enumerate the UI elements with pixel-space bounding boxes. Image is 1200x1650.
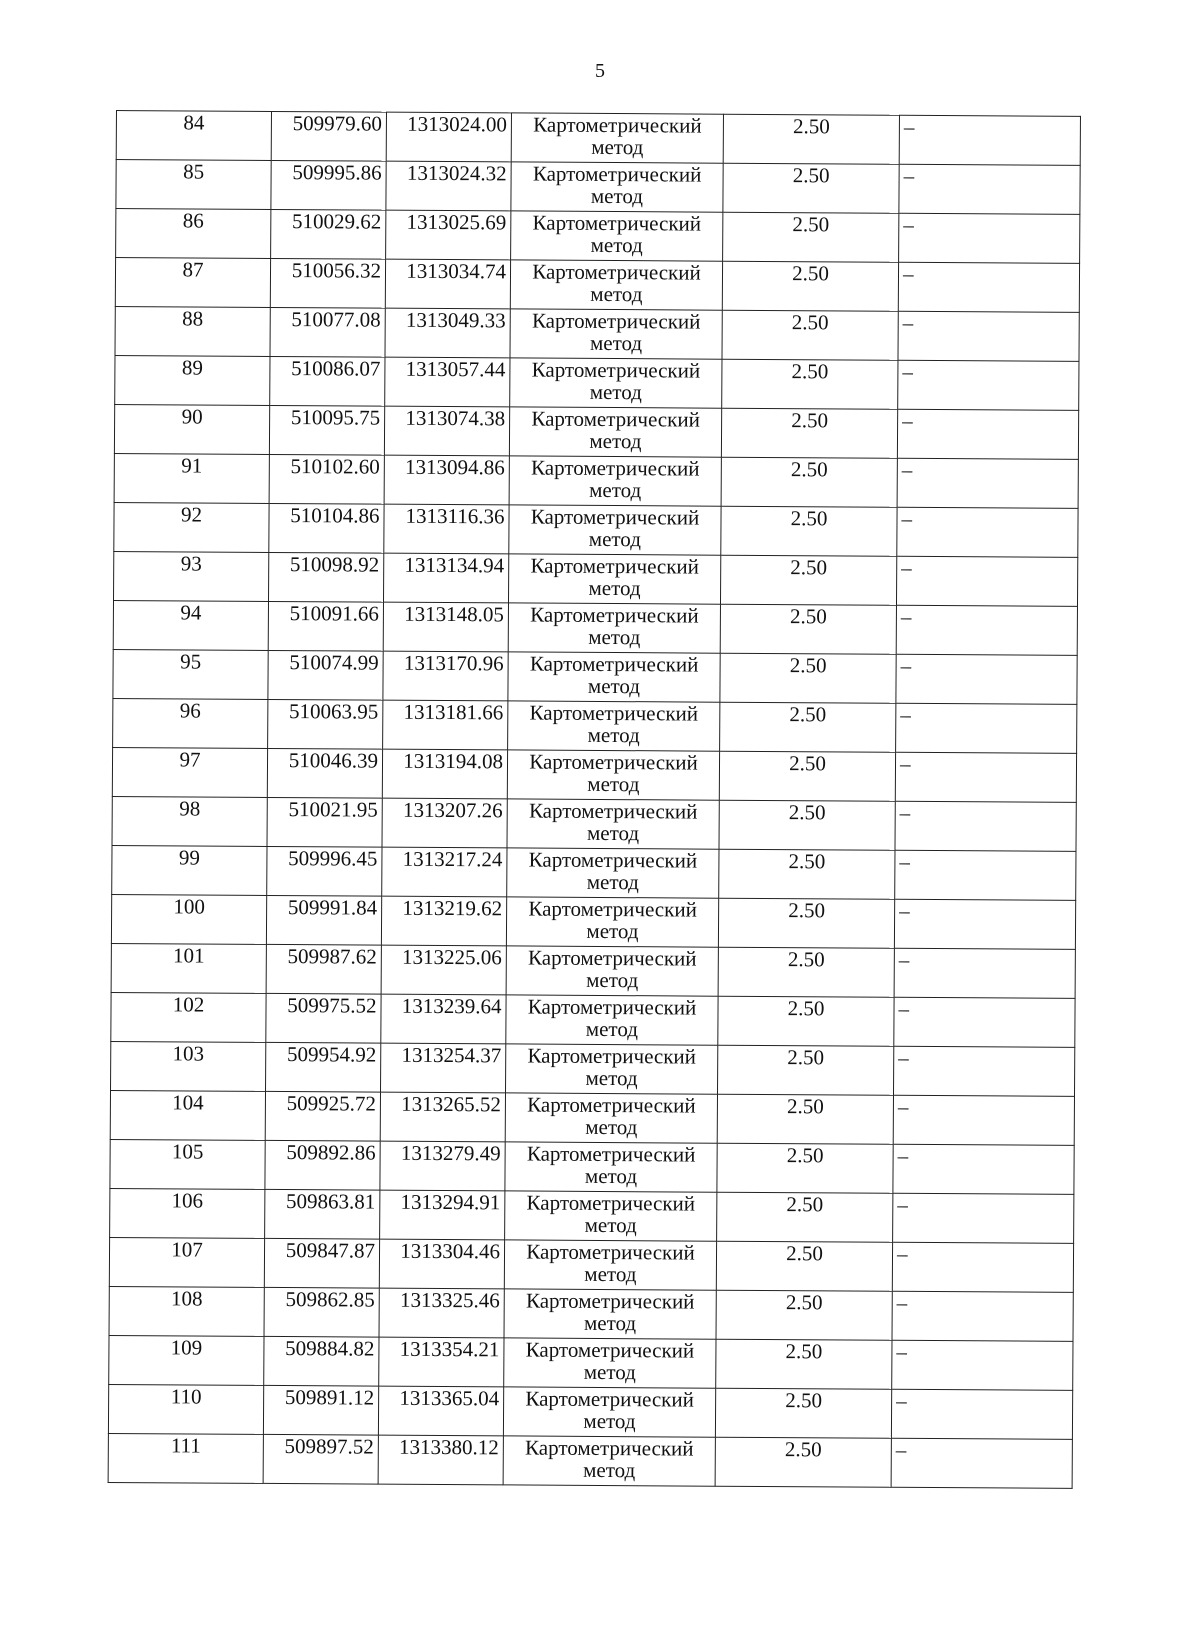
method-cell bbox=[506, 1044, 718, 1094]
method-cell bbox=[509, 456, 721, 506]
method-line-1: Картометрический bbox=[527, 1043, 697, 1069]
method-cell bbox=[507, 848, 719, 898]
method-line-2: метод bbox=[589, 379, 642, 405]
y-coordinate-cell: 1313170.96 bbox=[383, 651, 508, 701]
y-coordinate-cell: 1313294.91 bbox=[380, 1190, 505, 1240]
accuracy-cell: 2.50 bbox=[716, 1290, 892, 1340]
x-coordinate-cell: 510098.92 bbox=[269, 552, 384, 602]
y-coordinate-cell: 1313116.36 bbox=[384, 504, 509, 554]
x-coordinate-cell: 509884.82 bbox=[264, 1336, 379, 1386]
accuracy-cell: 2.50 bbox=[716, 1241, 892, 1291]
accuracy-cell: 2.50 bbox=[721, 408, 897, 458]
note-cell: – bbox=[891, 1389, 1072, 1439]
y-coordinate-cell: 1313365.04 bbox=[378, 1386, 503, 1436]
method-line-2: метод bbox=[583, 1310, 637, 1336]
note-cell: – bbox=[893, 1046, 1074, 1096]
point-number-cell: 88 bbox=[115, 306, 270, 356]
x-coordinate-cell: 509991.84 bbox=[266, 895, 381, 945]
note-cell: – bbox=[897, 409, 1078, 459]
method-line-1: Картометрический bbox=[530, 504, 700, 530]
method-cell bbox=[506, 995, 718, 1045]
method-cell bbox=[511, 162, 723, 212]
point-number-cell: 86 bbox=[116, 209, 271, 259]
method-line-1: Картометрический bbox=[527, 1092, 696, 1118]
method-line-2: метод bbox=[587, 673, 641, 699]
point-number-cell: 92 bbox=[114, 502, 269, 552]
accuracy-cell: 2.50 bbox=[720, 555, 896, 605]
method-line-2: метод bbox=[583, 1457, 636, 1483]
table-row bbox=[108, 1433, 1072, 1488]
x-coordinate-cell: 510029.62 bbox=[271, 209, 386, 259]
point-number-cell: 85 bbox=[116, 160, 271, 210]
x-coordinate-cell: 510102.60 bbox=[269, 454, 384, 504]
table-row bbox=[109, 1286, 1073, 1341]
point-number-cell: 87 bbox=[115, 258, 270, 308]
point-number-cell: 104 bbox=[110, 1090, 265, 1140]
method-line-2: метод bbox=[584, 1212, 637, 1238]
method-line-2: метод bbox=[584, 1261, 637, 1287]
accuracy-cell: 2.50 bbox=[723, 114, 899, 164]
table-row bbox=[113, 698, 1077, 753]
method-line-1: Картометрический bbox=[528, 945, 697, 971]
x-coordinate-cell: 510046.39 bbox=[267, 748, 382, 798]
y-coordinate-cell: 1313225.06 bbox=[381, 945, 506, 995]
y-coordinate-cell: 1313148.05 bbox=[383, 602, 508, 652]
note-cell: – bbox=[898, 262, 1079, 312]
table-row bbox=[116, 160, 1080, 215]
accuracy-cell: 2.50 bbox=[716, 1339, 892, 1389]
note-cell: – bbox=[898, 311, 1079, 361]
point-number-cell: 109 bbox=[109, 1335, 264, 1385]
x-coordinate-cell: 510074.99 bbox=[268, 650, 383, 700]
accuracy-cell: 2.50 bbox=[719, 800, 895, 850]
note-cell: – bbox=[898, 360, 1079, 410]
method-cell bbox=[508, 554, 720, 604]
point-number-cell: 93 bbox=[114, 551, 269, 601]
method-line-2: метод bbox=[586, 918, 639, 944]
table-row bbox=[113, 600, 1077, 655]
accuracy-cell: 2.50 bbox=[719, 751, 895, 801]
method-cell bbox=[504, 1338, 716, 1388]
point-number-cell: 84 bbox=[116, 111, 271, 161]
method-line-2: метод bbox=[583, 1359, 636, 1385]
note-cell: – bbox=[892, 1242, 1073, 1292]
y-coordinate-cell: 1313049.33 bbox=[385, 308, 510, 358]
method-line-1: Картометрический bbox=[531, 455, 700, 481]
method-line-2: метод bbox=[589, 330, 643, 356]
method-cell bbox=[505, 1191, 717, 1241]
method-line-2: метод bbox=[589, 428, 642, 454]
method-line-2: метод bbox=[590, 281, 643, 307]
method-line-1: Картометрический bbox=[532, 259, 701, 285]
x-coordinate-cell: 509987.62 bbox=[266, 944, 381, 994]
x-coordinate-cell: 510021.95 bbox=[267, 797, 382, 847]
note-cell: – bbox=[895, 752, 1076, 802]
method-line-1: Картометрический bbox=[528, 896, 697, 922]
method-line-2: метод bbox=[588, 526, 642, 552]
note-cell: – bbox=[893, 1095, 1074, 1145]
method-line-1: Картометрический bbox=[532, 210, 702, 236]
method-line-1: Картометрический bbox=[531, 357, 701, 383]
method-line-1: Картометрический bbox=[526, 1190, 696, 1216]
method-line-2: метод bbox=[587, 722, 640, 748]
method-cell bbox=[509, 407, 721, 457]
method-cell bbox=[506, 946, 718, 996]
table-row bbox=[116, 209, 1080, 264]
note-cell: – bbox=[894, 899, 1075, 949]
table-row bbox=[110, 1090, 1074, 1145]
point-number-cell: 110 bbox=[108, 1384, 263, 1434]
x-coordinate-cell: 509862.85 bbox=[264, 1287, 379, 1337]
accuracy-cell: 2.50 bbox=[720, 702, 896, 752]
method-line-2: метод bbox=[588, 575, 641, 601]
note-cell: – bbox=[896, 605, 1077, 655]
x-coordinate-cell: 509995.86 bbox=[271, 160, 386, 210]
point-number-cell: 106 bbox=[110, 1188, 265, 1238]
note-cell: – bbox=[892, 1340, 1073, 1390]
x-coordinate-cell: 510104.86 bbox=[269, 503, 384, 553]
method-line-1: Картометрический bbox=[526, 1239, 695, 1265]
point-number-cell: 108 bbox=[109, 1286, 264, 1336]
method-line-1: Картометрический bbox=[532, 161, 702, 187]
method-line-2: метод bbox=[585, 1016, 639, 1042]
table-row bbox=[113, 649, 1077, 704]
method-line-2: метод bbox=[584, 1163, 638, 1189]
y-coordinate-cell: 1313279.49 bbox=[380, 1141, 505, 1191]
method-line-1: Картометрический bbox=[528, 847, 698, 873]
method-cell bbox=[503, 1436, 715, 1486]
method-line-2: метод bbox=[585, 1114, 638, 1140]
accuracy-cell: 2.50 bbox=[717, 1045, 893, 1095]
y-coordinate-cell: 1313057.44 bbox=[385, 357, 510, 407]
method-line-1: Картометрический bbox=[529, 651, 699, 677]
x-coordinate-cell: 509975.52 bbox=[266, 993, 381, 1043]
note-cell: – bbox=[899, 164, 1080, 214]
accuracy-cell: 2.50 bbox=[723, 163, 899, 213]
x-coordinate-cell: 510095.75 bbox=[269, 405, 384, 455]
table-row bbox=[111, 894, 1075, 949]
y-coordinate-cell: 1313034.74 bbox=[385, 259, 510, 309]
table-row bbox=[114, 453, 1078, 508]
x-coordinate-cell: 510077.08 bbox=[270, 307, 385, 357]
table-row bbox=[115, 306, 1079, 361]
point-number-cell: 90 bbox=[114, 404, 269, 454]
method-cell bbox=[504, 1240, 716, 1290]
table-row bbox=[111, 943, 1075, 998]
method-cell bbox=[506, 897, 718, 947]
table-row bbox=[114, 404, 1078, 459]
y-coordinate-cell: 1313025.69 bbox=[386, 210, 511, 260]
method-cell bbox=[511, 113, 723, 163]
method-line-1: Картометрический bbox=[530, 602, 699, 628]
method-line-1: Картометрический bbox=[527, 994, 697, 1020]
accuracy-cell: 2.50 bbox=[718, 898, 894, 948]
method-line-1: Картометрический bbox=[525, 1435, 694, 1461]
method-cell bbox=[510, 260, 722, 310]
accuracy-cell: 2.50 bbox=[719, 849, 895, 899]
y-coordinate-cell: 1313380.12 bbox=[378, 1435, 503, 1485]
method-line-2: метод bbox=[583, 1408, 636, 1434]
x-coordinate-cell: 509979.60 bbox=[271, 111, 386, 161]
table-row bbox=[115, 258, 1079, 313]
accuracy-cell: 2.50 bbox=[722, 261, 898, 311]
point-number-cell: 97 bbox=[112, 747, 267, 797]
note-cell: – bbox=[891, 1438, 1072, 1488]
note-cell: – bbox=[893, 1193, 1074, 1243]
accuracy-cell: 2.50 bbox=[717, 1192, 893, 1242]
y-coordinate-cell: 1313354.21 bbox=[379, 1337, 504, 1387]
table-row bbox=[116, 111, 1080, 166]
y-coordinate-cell: 1313304.46 bbox=[379, 1239, 504, 1289]
y-coordinate-cell: 1313134.94 bbox=[383, 553, 508, 603]
method-cell bbox=[510, 309, 722, 359]
note-cell: – bbox=[896, 703, 1077, 753]
method-line-1: Картометрический bbox=[530, 553, 700, 579]
method-line-1: Картометрический bbox=[531, 308, 701, 334]
table-row bbox=[110, 1188, 1074, 1243]
point-number-cell: 91 bbox=[114, 453, 269, 503]
y-coordinate-cell: 1313239.64 bbox=[381, 994, 506, 1044]
x-coordinate-cell: 510056.32 bbox=[270, 258, 385, 308]
method-line-1: Картометрический bbox=[526, 1141, 696, 1167]
x-coordinate-cell: 509897.52 bbox=[263, 1434, 378, 1484]
accuracy-cell: 2.50 bbox=[718, 996, 894, 1046]
y-coordinate-cell: 1313074.38 bbox=[384, 406, 509, 456]
note-cell: – bbox=[896, 556, 1077, 606]
method-line-2: метод bbox=[590, 232, 643, 258]
method-cell bbox=[508, 652, 720, 702]
accuracy-cell: 2.50 bbox=[720, 604, 896, 654]
accuracy-cell: 2.50 bbox=[721, 506, 897, 556]
x-coordinate-cell: 510091.66 bbox=[268, 601, 383, 651]
note-cell: – bbox=[895, 850, 1076, 900]
point-number-cell: 98 bbox=[112, 796, 267, 846]
x-coordinate-cell: 509891.12 bbox=[263, 1385, 378, 1435]
table-row bbox=[109, 1335, 1073, 1390]
method-cell bbox=[507, 799, 719, 849]
method-line-1: Картометрический bbox=[529, 700, 699, 726]
y-coordinate-cell: 1313217.24 bbox=[382, 847, 507, 897]
method-cell bbox=[503, 1387, 715, 1437]
method-line-2: метод bbox=[586, 820, 640, 846]
accuracy-cell: 2.50 bbox=[722, 359, 898, 409]
point-number-cell: 107 bbox=[109, 1237, 264, 1287]
accuracy-cell: 2.50 bbox=[717, 1094, 893, 1144]
table-row bbox=[109, 1237, 1073, 1292]
note-cell: – bbox=[899, 213, 1080, 263]
table-row bbox=[111, 992, 1075, 1047]
method-line-1: Картометрический bbox=[529, 749, 698, 775]
y-coordinate-cell: 1313194.08 bbox=[382, 749, 507, 799]
method-cell bbox=[510, 358, 722, 408]
x-coordinate-cell: 509892.86 bbox=[265, 1140, 380, 1190]
method-cell bbox=[509, 505, 721, 555]
point-number-cell: 111 bbox=[108, 1433, 263, 1483]
method-line-2: метод bbox=[586, 967, 639, 993]
method-line-1: Картометрический bbox=[525, 1288, 695, 1314]
method-cell bbox=[505, 1093, 717, 1143]
table-row bbox=[111, 1041, 1075, 1096]
point-number-cell: 99 bbox=[112, 845, 267, 895]
point-number-cell: 101 bbox=[111, 943, 266, 993]
method-cell bbox=[507, 750, 719, 800]
table-row bbox=[108, 1384, 1072, 1439]
accuracy-cell: 2.50 bbox=[715, 1388, 891, 1438]
table-row bbox=[114, 502, 1078, 557]
note-cell: – bbox=[894, 948, 1075, 998]
method-line-2: метод bbox=[589, 477, 642, 503]
y-coordinate-cell: 1313325.46 bbox=[379, 1288, 504, 1338]
method-cell bbox=[508, 603, 720, 653]
x-coordinate-cell: 510086.07 bbox=[270, 356, 385, 406]
note-cell: – bbox=[894, 997, 1075, 1047]
point-number-cell: 100 bbox=[111, 894, 266, 944]
y-coordinate-cell: 1313254.37 bbox=[381, 1043, 506, 1093]
point-number-cell: 102 bbox=[111, 992, 266, 1042]
x-coordinate-cell: 509996.45 bbox=[267, 846, 382, 896]
method-line-1: Картометрический bbox=[525, 1386, 694, 1412]
accuracy-cell: 2.50 bbox=[722, 310, 898, 360]
y-coordinate-cell: 1313207.26 bbox=[382, 798, 507, 848]
method-cell bbox=[505, 1142, 717, 1192]
note-cell: – bbox=[897, 458, 1078, 508]
page-number: 5 bbox=[595, 60, 605, 82]
x-coordinate-cell: 509954.92 bbox=[266, 1042, 381, 1092]
point-number-cell: 105 bbox=[110, 1139, 265, 1189]
table-row bbox=[112, 747, 1076, 802]
method-cell bbox=[511, 211, 723, 261]
point-number-cell: 96 bbox=[113, 698, 268, 748]
point-number-cell: 103 bbox=[111, 1041, 266, 1091]
method-line-1: Картометрический bbox=[525, 1337, 695, 1363]
accuracy-cell: 2.50 bbox=[723, 212, 899, 262]
note-cell: – bbox=[893, 1144, 1074, 1194]
method-line-2: метод bbox=[585, 1065, 638, 1091]
table-row bbox=[114, 551, 1078, 606]
method-cell bbox=[508, 701, 720, 751]
table-row bbox=[115, 355, 1079, 410]
method-cell bbox=[504, 1289, 716, 1339]
y-coordinate-cell: 1313094.86 bbox=[384, 455, 509, 505]
note-cell: – bbox=[896, 654, 1077, 704]
y-coordinate-cell: 1313265.52 bbox=[380, 1092, 505, 1142]
accuracy-cell: 2.50 bbox=[720, 653, 896, 703]
note-cell: – bbox=[892, 1291, 1073, 1341]
method-line-2: метод bbox=[588, 624, 641, 650]
x-coordinate-cell: 509847.87 bbox=[264, 1238, 379, 1288]
x-coordinate-cell: 509863.81 bbox=[265, 1189, 380, 1239]
y-coordinate-cell: 1313024.32 bbox=[386, 161, 511, 211]
accuracy-cell: 2.50 bbox=[718, 947, 894, 997]
table-row bbox=[110, 1139, 1074, 1194]
point-number-cell: 94 bbox=[113, 600, 268, 650]
accuracy-cell: 2.50 bbox=[715, 1437, 891, 1487]
method-line-2: метод bbox=[590, 183, 644, 209]
x-coordinate-cell: 510063.95 bbox=[268, 699, 383, 749]
point-number-cell: 89 bbox=[115, 355, 270, 405]
table-row bbox=[112, 796, 1076, 851]
table-row bbox=[112, 845, 1076, 900]
note-cell: – bbox=[895, 801, 1076, 851]
accuracy-cell: 2.50 bbox=[717, 1143, 893, 1193]
x-coordinate-cell: 509925.72 bbox=[265, 1091, 380, 1141]
point-number-cell: 95 bbox=[113, 649, 268, 699]
note-cell: – bbox=[897, 507, 1078, 557]
accuracy-cell: 2.50 bbox=[721, 457, 897, 507]
y-coordinate-cell: 1313024.00 bbox=[386, 112, 511, 162]
method-line-1: Картометрический bbox=[533, 112, 702, 138]
y-coordinate-cell: 1313219.62 bbox=[381, 896, 506, 946]
method-line-1: Картометрический bbox=[531, 406, 700, 432]
coordinates-table-body bbox=[108, 111, 1080, 1489]
y-coordinate-cell: 1313181.66 bbox=[383, 700, 508, 750]
method-line-2: метод bbox=[586, 869, 639, 895]
method-line-2: метод bbox=[591, 134, 644, 160]
method-line-1: Картометрический bbox=[528, 798, 698, 824]
note-cell: – bbox=[899, 115, 1080, 165]
method-line-2: метод bbox=[587, 771, 640, 797]
coordinates-table bbox=[108, 110, 1081, 1489]
